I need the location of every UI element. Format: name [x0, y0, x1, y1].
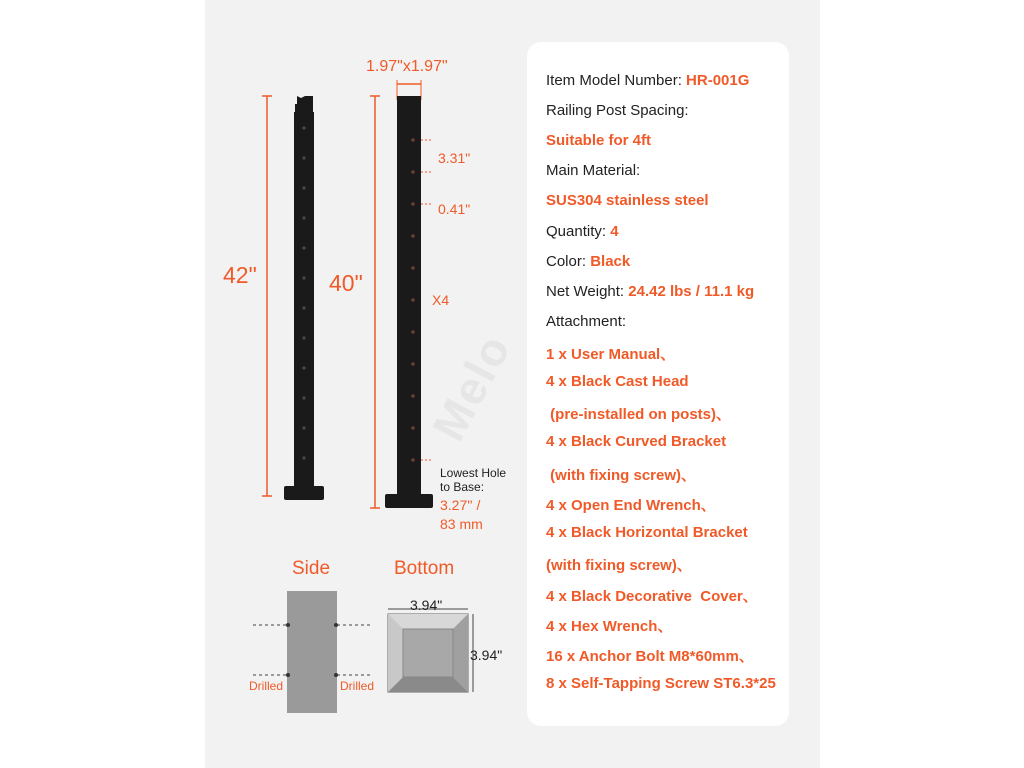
attachment-item: 4 x Black Decorative Cover、 — [546, 588, 758, 605]
attachment-item: 4 x Black Cast Head — [546, 373, 689, 390]
attachment-item: 16 x Anchor Bolt M8*60mm、 — [546, 648, 754, 665]
attachment-item: 4 x Hex Wrench、 — [546, 618, 673, 635]
spec-weight: Net Weight: 24.42 lbs / 11.1 kg — [546, 283, 755, 300]
attachment-item: 8 x Self-Tapping Screw ST6.3*25 — [546, 675, 776, 692]
attachment-item: 4 x Black Horizontal Bracket — [546, 524, 748, 541]
spec-model: Item Model Number: HR-001G — [546, 72, 750, 89]
spec-material-value: SUS304 stainless steel — [546, 192, 709, 209]
spec-spacing-value: Suitable for 4ft — [546, 132, 652, 149]
lowest-hole-label-2: to Base: — [440, 480, 485, 494]
side-view-title: Side — [292, 558, 331, 579]
hole-spacing-label: 3.31" — [438, 150, 471, 166]
drilled-right-label: Drilled — [340, 679, 375, 693]
attachment-item: (with fixing screw)、 — [546, 467, 697, 484]
post1-height-label: 42" — [223, 262, 257, 288]
attachment-item: 4 x Black Curved Bracket — [546, 433, 727, 450]
attachment-item: (with fixing screw)、 — [546, 557, 692, 574]
attachment-item: (pre-installed on posts)、 — [546, 406, 732, 423]
lowest-hole-value-1: 3.27'' / — [440, 497, 481, 513]
top-size-label: 1.97"x1.97" — [366, 58, 448, 75]
attachment-item: 1 x User Manual、 — [546, 346, 676, 363]
spec-material-label: Main Material: — [546, 162, 641, 179]
lowest-hole-value-2: 83 mm — [440, 516, 483, 532]
lowest-hole-label-1: Lowest Hole — [440, 466, 507, 480]
hole-count-label: X4 — [432, 292, 450, 308]
post2-height-label: 40" — [329, 270, 363, 296]
hole-offset-label: 0.41" — [438, 201, 471, 217]
base-height-label: 3.94" — [470, 647, 503, 663]
bottom-view-title: Bottom — [394, 558, 455, 579]
spec-spacing-label: Railing Post Spacing: — [546, 102, 689, 119]
spec-attachment-label: Attachment: — [546, 313, 627, 330]
attachment-item: 4 x Open End Wrench、 — [546, 497, 716, 514]
spec-color: Color: Black — [546, 253, 631, 270]
spec-quantity: Quantity: 4 — [546, 223, 619, 240]
drilled-left-label: Drilled — [249, 679, 284, 693]
watermark: Melo — [421, 325, 521, 449]
base-width-label: 3.94" — [410, 597, 443, 613]
